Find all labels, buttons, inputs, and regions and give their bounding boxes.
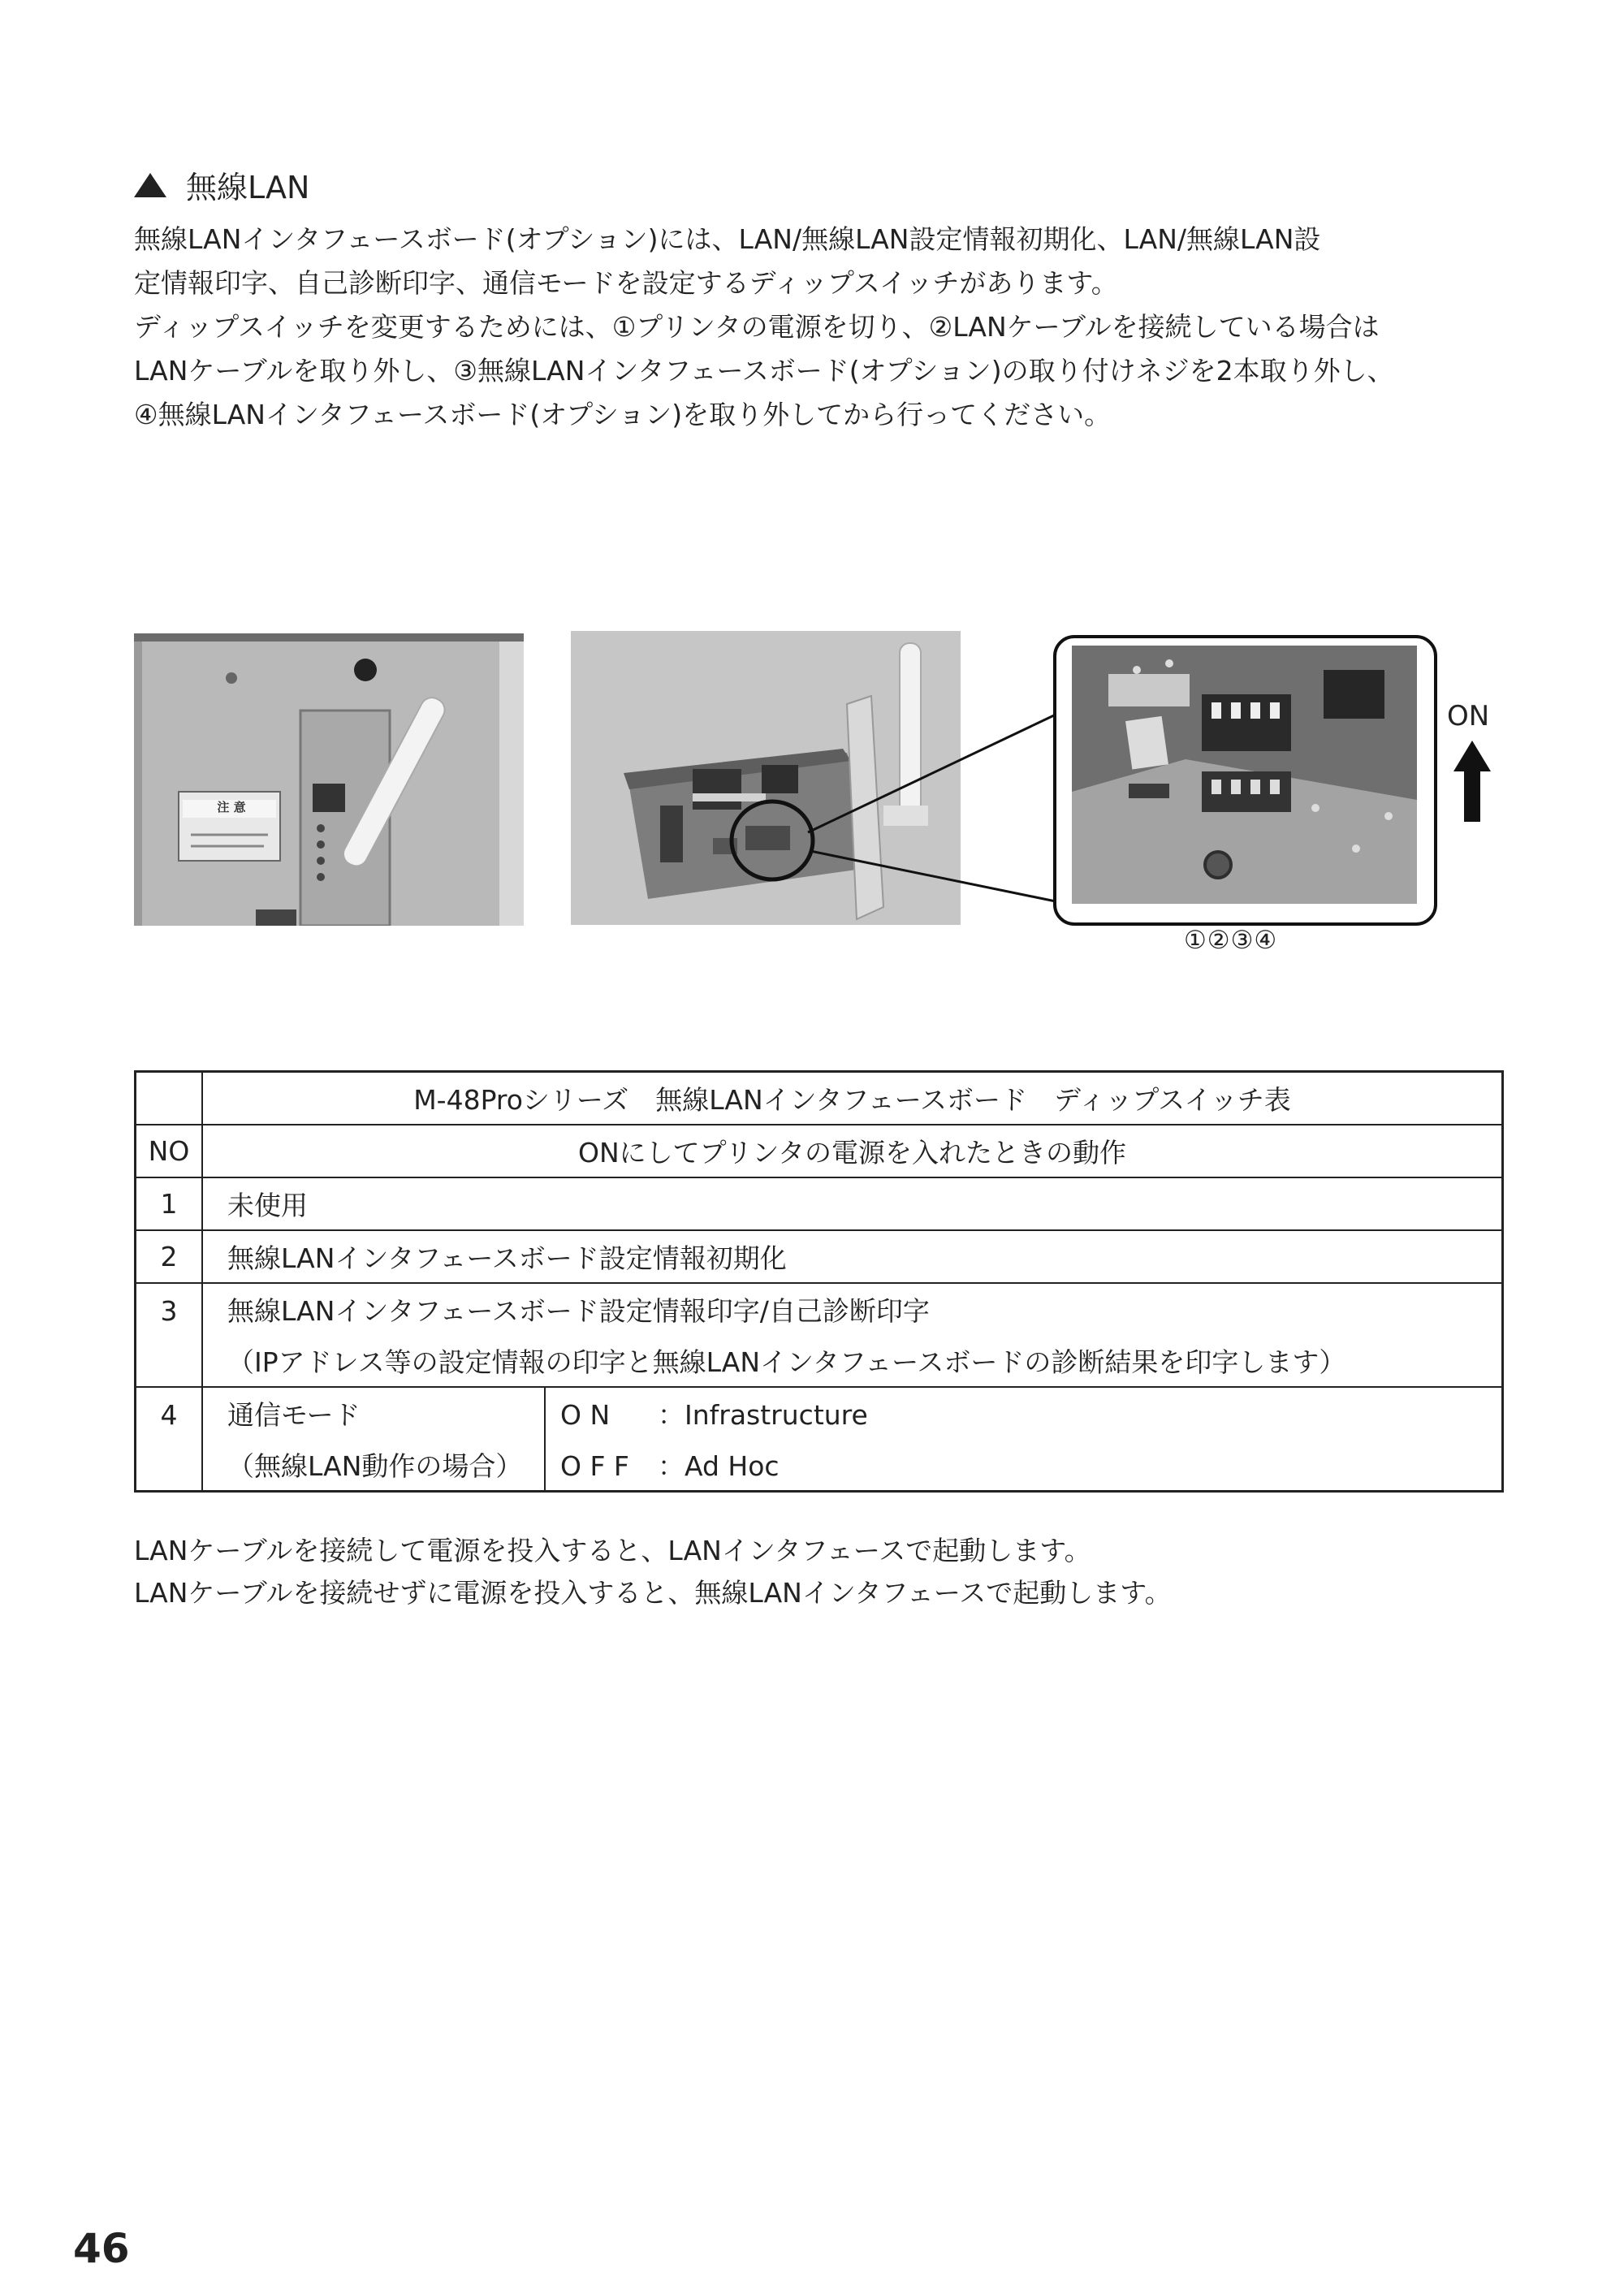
option-on [545,1387,1503,1439]
option-off-value: ：Ad Hoc [658,1450,780,1482]
table-row [136,1387,1503,1439]
row-desc-note: （IPアドレス等の設定情報の印字と無線LANインタフェースボードの診断結果を印字します） [202,1335,1503,1387]
row-no: 3 [136,1283,203,1387]
intro-line: 定情報印字、自己診断印字、通信モードを設定するディップスイッチがあります。 [134,267,1118,299]
option-on-value: ：Infrastructure [658,1399,868,1431]
table-title-blank [136,1072,203,1125]
table-row-continuation [136,1335,1503,1387]
row-no: 2 [136,1230,203,1283]
footer-line: LANケーブルを接続せずに電源を投入すると、無線LANインタフェースで起動します。 [134,1577,1172,1609]
procedure-line: ④無線LANインタフェースボード(オプション)を取り外してから行ってください。 [134,399,1112,430]
dip-switch-table [134,1070,1504,1493]
option-off [545,1439,1503,1492]
footer-line: LANケーブルを接続して電源を投入すると、LANインタフェースで起動します。 [134,1535,1091,1566]
intro-line: 無線LANインタフェースボード(オプション)には、LAN/無線LAN設定情報初期化、LAN/無線LAN設 [134,223,1321,255]
row-desc-note: （無線LAN動作の場合） [202,1439,545,1492]
table-title-row [136,1072,1503,1125]
table-row [136,1230,1503,1283]
row-no: 1 [136,1177,203,1230]
row-desc: 無線LANインタフェースボード設定情報初期化 [202,1230,1503,1283]
up-arrow-icon [1453,741,1491,822]
header-no: NO [136,1125,203,1177]
page-number: 46 [73,2225,130,2272]
procedure-line: LANケーブルを取り外し、③無線LANインタフェースボード(オプション)の取り付けネジを2本取り外し、 [134,355,1394,387]
header-desc: ONにしてプリンタの電源を入れたときの動作 [202,1125,1503,1177]
row-desc: 無線LANインタフェースボード設定情報印字/自己診断印字 [202,1283,1503,1335]
notice-label: 注 意 [217,800,246,814]
option-on-key: O N [560,1399,611,1431]
row-desc: 通信モード [202,1387,545,1439]
procedure-line: ディップスイッチを変更するためには、①プリンタの電源を切り、②LANケーブルを接続している場合は [134,311,1380,343]
table-row-continuation [136,1439,1503,1492]
on-label: ON [1447,700,1490,732]
heading-text: 無線LAN [186,170,310,205]
table-row [136,1283,1503,1335]
row-no: 4 [136,1387,203,1492]
dip-switch-closeup-photo [1072,646,1417,904]
table-row [136,1177,1503,1230]
switch-numbers-label: ①②③④ [1184,926,1278,955]
table-header-row [136,1125,1503,1177]
table-title: M-48Proシリーズ 無線LANインタフェースボード ディップスイッチ表 [202,1072,1503,1125]
row-desc: 未使用 [202,1177,1503,1230]
footer-notes [134,1530,1172,1614]
option-off-key: O F F [560,1450,629,1482]
